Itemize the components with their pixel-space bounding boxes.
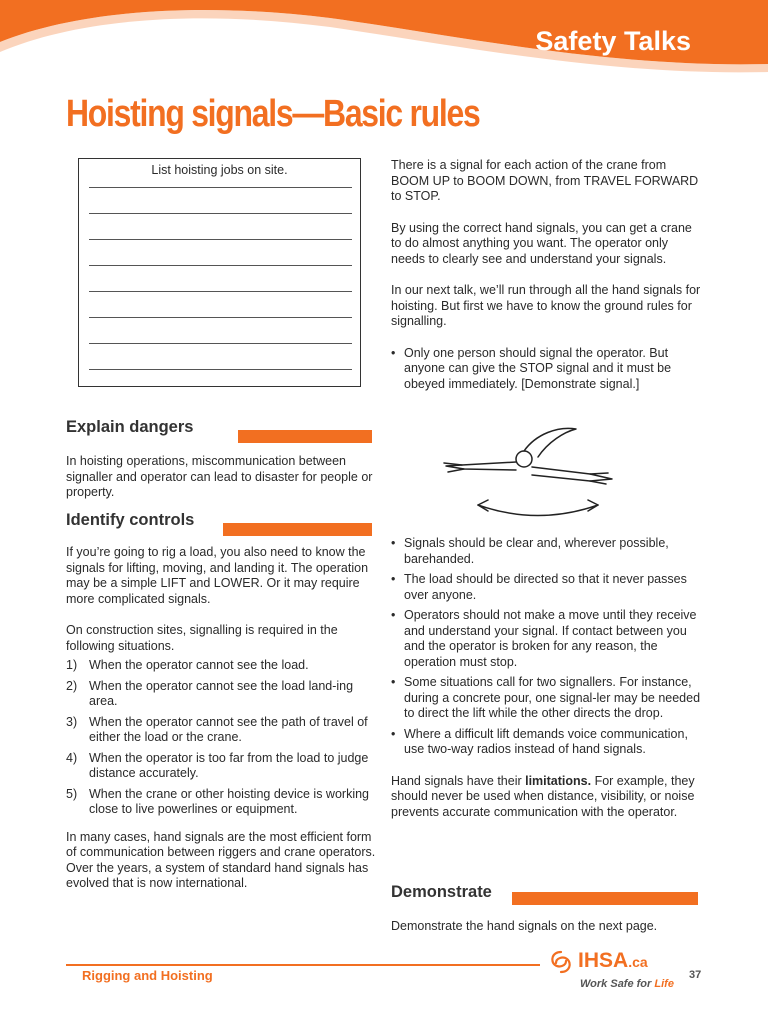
demonstrate-text: Demonstrate the hand signals on the next page. — [391, 919, 658, 933]
signaller-bullet-list — [391, 536, 703, 758]
rule-bullet: • Operators should not make a move until they receive and understand your signal. If contact between you and the operator is broken for any reason, the operation must stop. — [391, 608, 703, 670]
right-column-bullets — [391, 536, 703, 820]
worksheet-box — [78, 158, 361, 387]
worksheet-prompt: List hoisting jobs on site. — [151, 163, 288, 177]
situation-item — [66, 679, 382, 710]
page-title: Hoisting signals—Basic rules — [66, 93, 480, 135]
situation-text: When the operator cannot see the path of travel of either the load or the crane. — [89, 714, 368, 744]
explain-dangers-accent-bar — [238, 430, 372, 443]
situation-number: 1) — [66, 658, 78, 672]
signal-actions-paragraph: There is a signal for each action of the crane from BOOM UP to BOOM DOWN, from TRAVEL FORWARD to STOP. — [391, 158, 699, 203]
logo-tagline — [580, 978, 674, 990]
page-number: 37 — [689, 969, 702, 981]
worksheet-blank-line[interactable] — [89, 343, 352, 344]
stop-signal-illustration — [440, 422, 620, 522]
logo-name: IHSA — [578, 949, 629, 972]
identify-controls-body — [66, 545, 382, 892]
situation-number: 4) — [66, 750, 78, 765]
worksheet-blank-line[interactable] — [89, 291, 352, 292]
identify-controls-closing: In many cases, hand signals are the most efficient form of communication between riggers and crane operators. Over the years, a system of standard hand signals has evolved that is now international. — [66, 829, 376, 890]
situation-item — [66, 751, 382, 782]
explain-dangers-heading: Explain dangers — [66, 418, 194, 436]
worksheet-blank-line[interactable] — [89, 369, 352, 370]
situation-number: 5) — [66, 786, 78, 801]
identify-controls-heading: Identify controls — [66, 511, 195, 529]
situation-item — [66, 787, 382, 818]
situation-text: When the operator is too far from the load to judge distance accurately. — [89, 750, 369, 780]
worksheet-blank-line[interactable] — [89, 213, 352, 214]
situation-item — [66, 715, 382, 746]
ihsa-logo — [546, 947, 686, 995]
situation-number: 2) — [66, 678, 78, 693]
identify-controls-intro: If you’re going to rig a load, you also need to know the signals for lifting, moving, and landing it. The operation may be a simple LIFT and LOWER. Or it may require more complicated signals. — [66, 545, 369, 606]
logo-domain: .ca — [628, 954, 648, 970]
worksheet-blank-line[interactable] — [89, 317, 352, 318]
rule-bullet: • Only one person should signal the operator. But anyone can give the STOP signal and it must be obeyed immediately. [Demonstrate signal.] — [391, 346, 703, 393]
demonstrate-accent-bar — [512, 892, 698, 905]
explain-dangers-text: In hoisting operations, miscommunication between signaller and operator can lead to disaster for people or property. — [66, 454, 373, 499]
tagline-highlight: Life — [654, 978, 674, 990]
situation-text: When the crane or other hoisting device is working close to live powerlines or equipment. — [89, 786, 370, 816]
rule-bullet: • Where a difficult lift demands voice communication, use two-way radios instead of hand signals. — [391, 727, 703, 758]
limitations-text-start: Hand signals have their — [391, 773, 526, 788]
situation-text: When the operator cannot see the load land-ing area. — [89, 678, 354, 708]
identify-controls-accent-bar — [223, 523, 372, 536]
rule-bullet: • The load should be directed so that it never passes over anyone. — [391, 572, 703, 603]
situations-list — [66, 658, 382, 818]
rule-bullet: • Some situations call for two signallers. For instance, during a concrete pour, one signal-ler may be needed to direct the lift while the other directs the drop. — [391, 675, 703, 722]
worksheet-blank-line[interactable] — [89, 239, 352, 240]
limitations-emphasis: limitations. — [525, 773, 592, 788]
tagline-text: Work Safe for — [580, 978, 655, 990]
worksheet-blank-line[interactable] — [89, 265, 352, 266]
explain-dangers-body — [66, 454, 382, 501]
correct-signals-paragraph: By using the correct hand signals, you can get a crane to do almost anything you want. The operator only needs to clearly see and understand your signals. — [391, 220, 692, 266]
worksheet-blank-line[interactable] — [89, 187, 352, 188]
limitations-paragraph — [391, 774, 703, 821]
demonstrate-body — [391, 919, 703, 935]
logo-wordmark — [578, 949, 648, 973]
next-talk-paragraph: In our next talk, we’ll run through all the hand signals for hoisting. But first we have to know the ground rules for signalling. — [391, 283, 701, 328]
situation-text: When the operator cannot see the load. — [89, 658, 309, 672]
situations-intro: On construction sites, signalling is required in the following situations. — [66, 623, 338, 653]
situation-item — [66, 658, 382, 674]
ihsa-swirl-icon — [546, 949, 576, 975]
right-column-top — [391, 158, 703, 397]
series-title: Safety Talks — [535, 26, 691, 56]
signaller-bullet-list-top — [391, 346, 703, 393]
situation-number: 3) — [66, 714, 78, 729]
rule-bullet: • Signals should be clear and, wherever possible, barehanded. — [391, 536, 703, 567]
limitations-text-end: For example, they should never be used when distance, visibility, or noise prevents accurate communication with the operator. — [391, 773, 695, 819]
footer-section-label: Rigging and Hoisting — [82, 968, 213, 983]
footer-rule — [66, 964, 540, 966]
demonstrate-heading: Demonstrate — [391, 883, 492, 901]
